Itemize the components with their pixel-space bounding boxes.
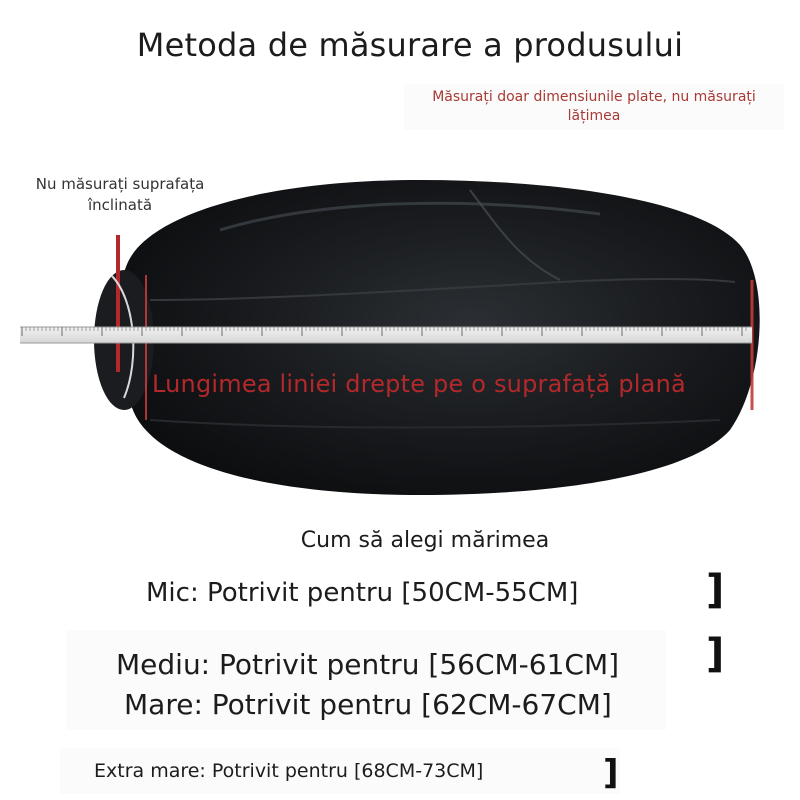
note-flat-only: Măsurați doar dimensiunile plate, nu măsurați lățimea — [404, 84, 784, 130]
size-medium: Mediu: Potrivit pentru [56CM-61CM] — [116, 648, 620, 681]
seat-cover-illustration — [0, 150, 800, 520]
bracket-mark: ] — [706, 631, 725, 677]
size-large: Mare: Potrivit pentru [62CM-67CM] — [124, 688, 612, 721]
page-title: Metoda de măsurare a produsului — [136, 26, 684, 64]
size-small: Mic: Potrivit pentru [50CM-55CM] — [146, 578, 579, 608]
size-guide-heading: Cum să alegi mărimea — [300, 528, 550, 553]
note-no-incline: Nu măsurați suprafața înclinată — [35, 175, 205, 214]
measuring-tape — [20, 327, 752, 343]
bracket-mark: ] — [603, 753, 619, 793]
bracket-mark: ] — [706, 567, 725, 613]
size-extra-large: Extra mare: Potrivit pentru [68CM-73CM] — [94, 760, 484, 782]
measurement-label: Lungimea liniei drepte pe o suprafață plană — [152, 370, 686, 398]
